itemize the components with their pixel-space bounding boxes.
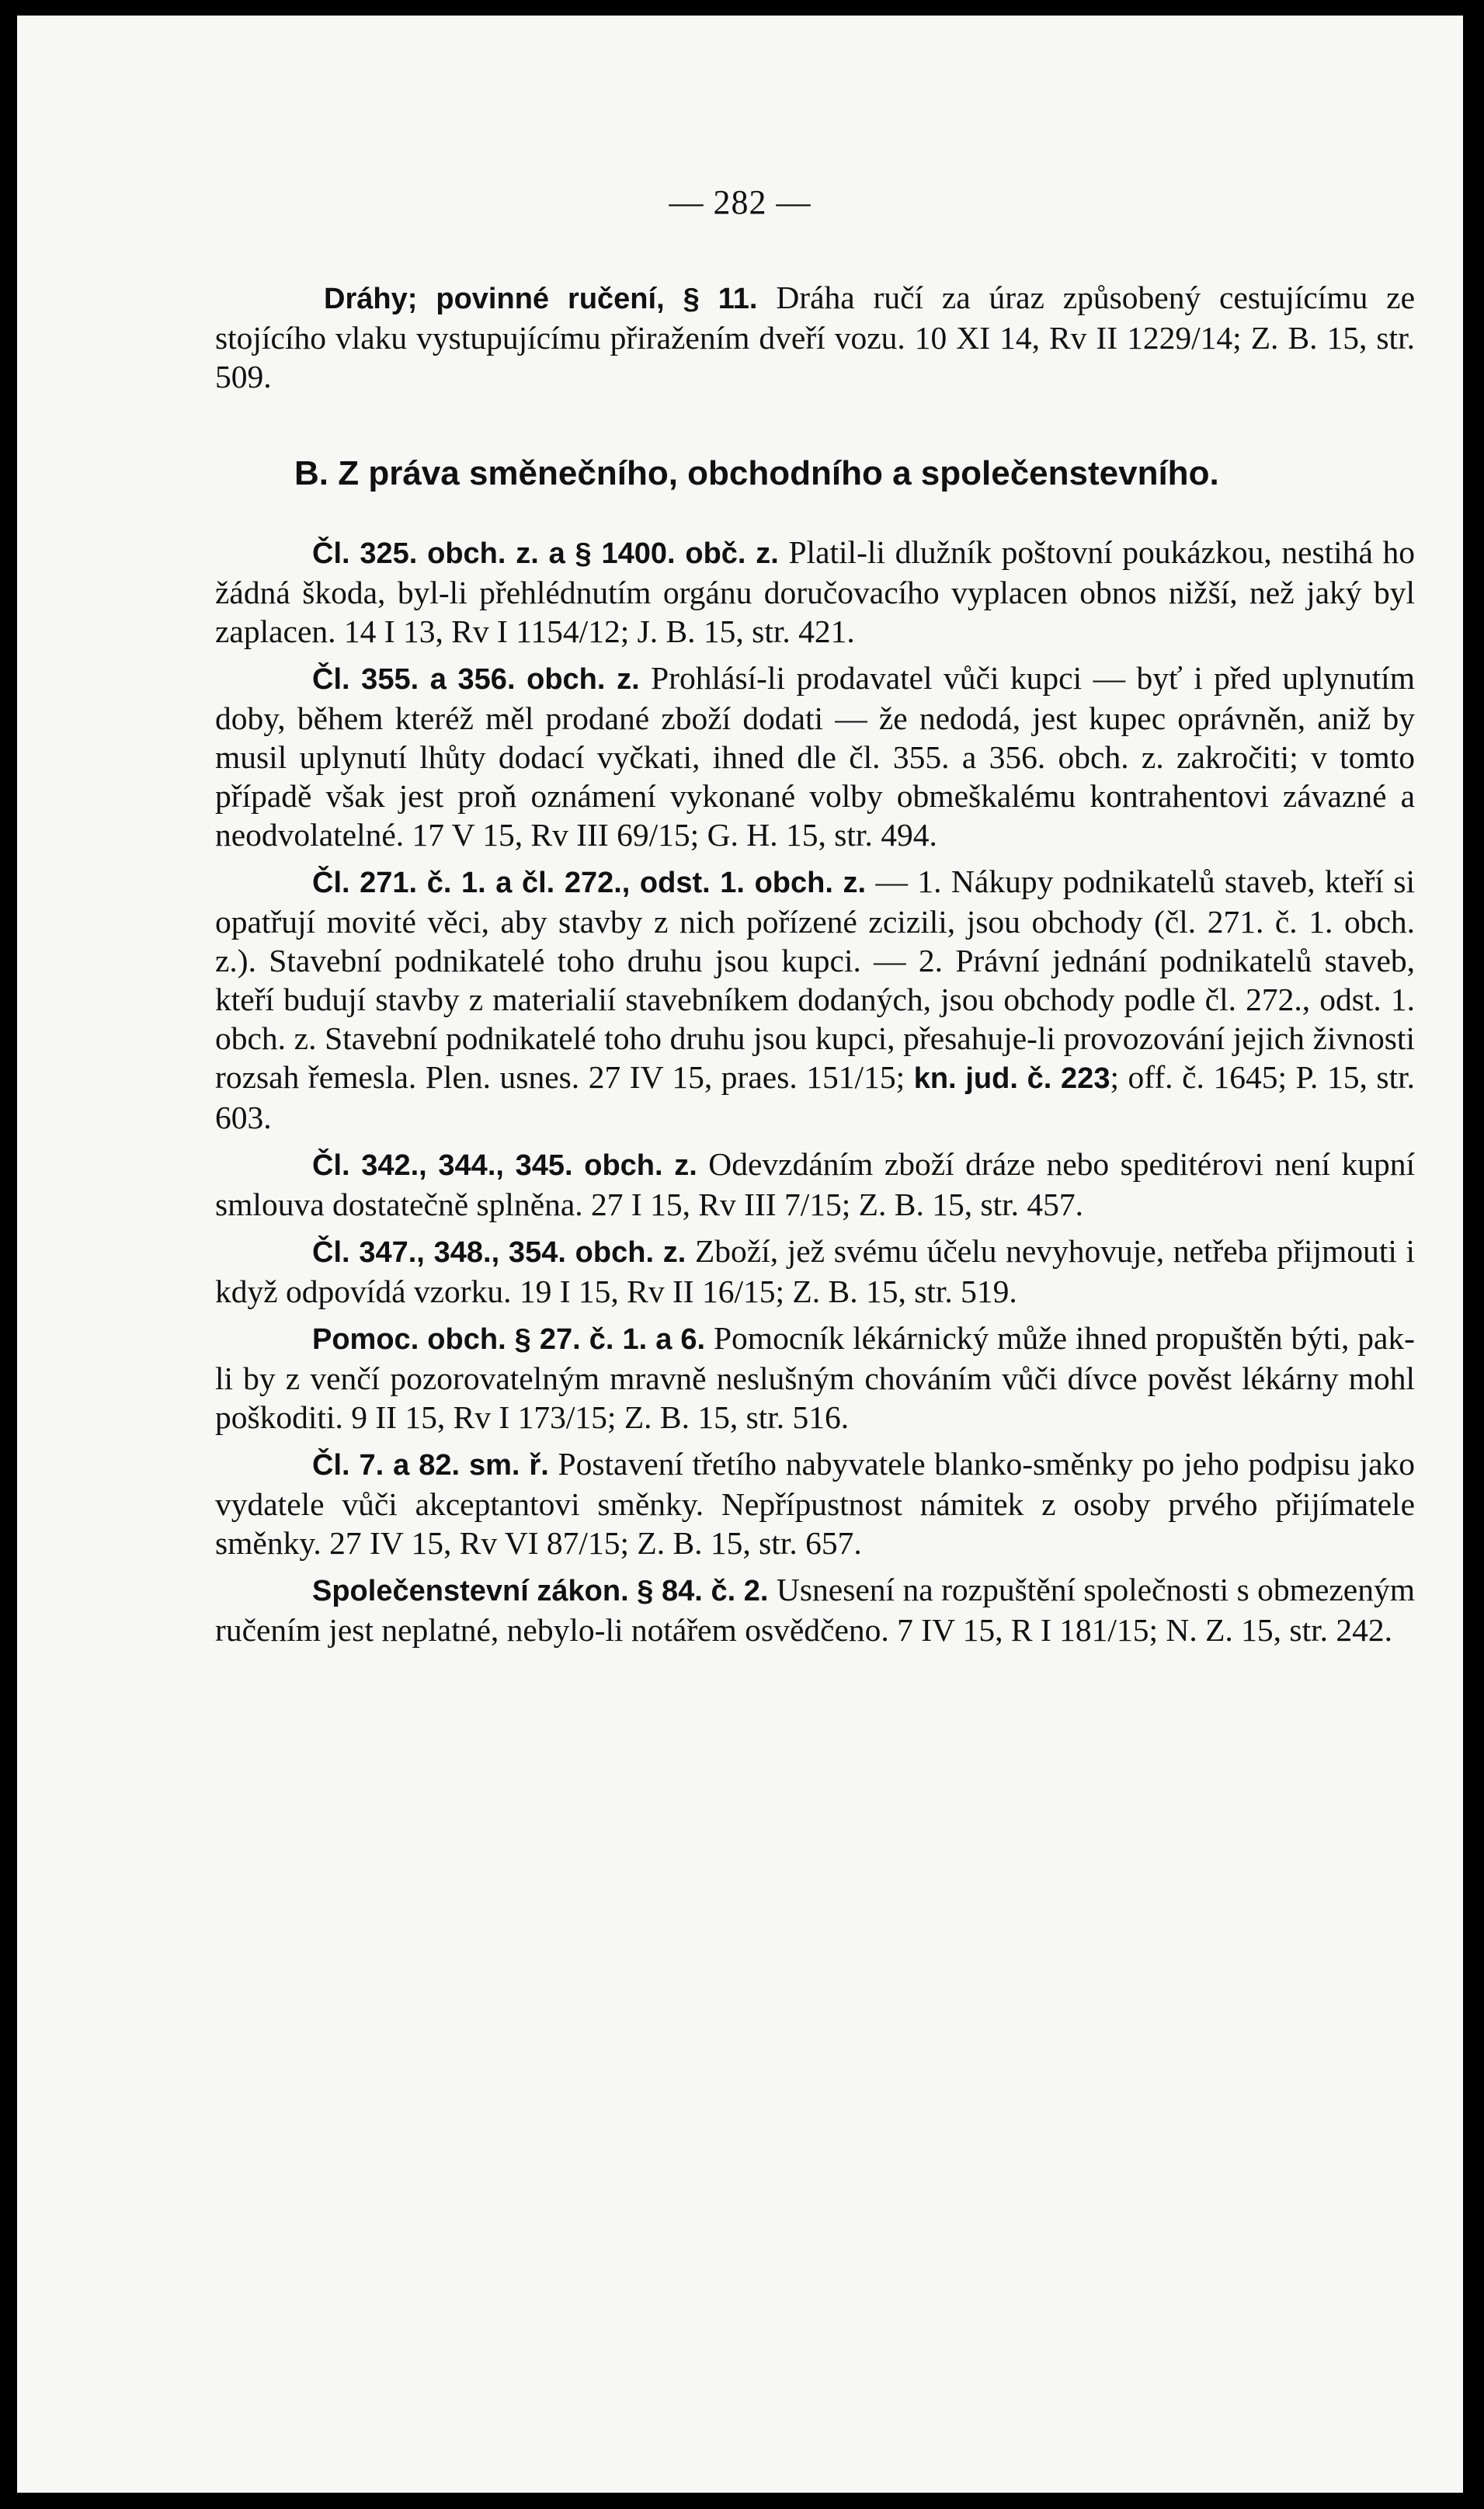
- entry-reference: Čl. 271. č. 1. a čl. 272., odst. 1. obch. z.: [312, 867, 867, 899]
- entry-company-dissolution: [215, 1570, 1415, 1649]
- entry-text: Pomocník lékárnický může ihned propuštěn býti, pak-li by z venčí pozorovatelným mravně neslušným chováním vůči dívce pověst lékárny mohl poškoditi. 9 II 15, Rv I 173/15; Z. B. 15, str. 516.: [215, 1320, 1415, 1435]
- entry-reference: Čl. 325. obch. z. a § 1400. obč. z.: [312, 537, 779, 570]
- entry-reference: Čl. 342., 344., 345. obch. z.: [312, 1149, 697, 1182]
- entry-text: Zboží, jež svému účelu nevyhovuje, netřeba přijmouti i když odpovídá vzorku. 19 I 15, Rv II 16/15; Z. B. 15, str. 519.: [215, 1233, 1416, 1309]
- entry-blank-bill: [215, 1444, 1415, 1562]
- entry-seller-refusal: [215, 659, 1415, 854]
- entry-postal-order: [215, 533, 1415, 651]
- entry-tail-text: ; off. č. 1645; P. 15, str. 603.: [215, 1059, 1415, 1135]
- entry-pharmacy-assistant: [215, 1319, 1415, 1437]
- page-content: [215, 278, 1415, 1657]
- entry-railway-liability: [215, 278, 1415, 396]
- entry-text: Platil-li dlužník poštovní poukázkou, nestihá ho žádná škoda, byl-li přehlédnutím orgánu doručovacího vyplacen obnos nižší, než jaký byl zaplacen. 14 I 13, Rv I 1154/12; J. B. 15, str. 421.: [215, 534, 1415, 649]
- entry-text: Dráha ručí za úraz způsobený cestujícímu ze stojícího vlaku vystupujícímu přiražením dveří vozu. 10 XI 14, Rv II 1229/14; Z. B. 15, str. 509.: [215, 280, 1416, 394]
- book-page: [17, 16, 1463, 2493]
- entry-goods-sample: [215, 1232, 1415, 1311]
- entry-reference: Pomoc. obch. § 27. č. 1. a 6.: [312, 1323, 706, 1356]
- entry-reference: Dráhy; povinné ručení, § 11.: [324, 283, 758, 315]
- entry-goods-to-carrier: [215, 1145, 1415, 1224]
- entry-building-contractors: [215, 862, 1415, 1137]
- entry-text: Postavení třetího nabyvatele blanko-směnky po jeho podpisu jako vydatele vůči akceptantovi směnky. Nepřípustnost námitek z osoby prvého přijímatele směnky. 27 IV 15, Rv VI 87/15; Z. B. 15, str. 657.: [215, 1446, 1416, 1561]
- entry-reference: Společenstevní zákon. § 84. č. 2.: [312, 1575, 769, 1607]
- section-heading: B. Z práva směnečního, obchodního a společenstevního.: [294, 454, 1219, 492]
- entry-reference: Čl. 7. a 82. sm. ř.: [312, 1449, 549, 1482]
- entry-text: Prohlásí-li prodavatel vůči kupci — byť i před uplynutím doby, během kteréž měl prodané zboží dodati — že nedodá, jest kupec oprávněn, aniž by musil uplynutí lhůty dodací vyčkati, ihned dle čl. 355. a 356. obch. z. zakročiti; v tomto případě však jest proň oznámení vykonané volby obmeškalému kontrahentovi závazné a neodvolatelné. 17 V 15, Rv III 69/15; G. H. 15, str. 494.: [215, 660, 1415, 853]
- page-number: — 282 —: [669, 183, 812, 221]
- entry-text: Odevzdáním zboží dráze nebo speditérovi není kupní smlouva dostatečně splněna. 27 I 15, Rv III 7/15; Z. B. 15, str. 457.: [215, 1146, 1416, 1222]
- entry-text: — 1. Nákupy podnikatelů staveb, kteří si opatřují movité věci, aby stavby z nich pořízené zcizili, jsou obchody (čl. 271. č. 1. obch. z.). Stavební podnikatelé toho druhu jsou kupci. — 2. Právní jednání podnikatelů staveb, kteří budují stavby z materialií stavebníkem dodaných, jsou obchody podle čl. 272., odst. 1. obch. z. Stavební podnikatelé toho druhu jsou kupci, přesahuje-li provozování jejich živnosti rozsah řemesla. Plen. usnes. 27 IV 15, praes. 151/15;: [215, 864, 1416, 1095]
- entry-tail-reference: kn. jud. č. 223: [913, 1062, 1110, 1095]
- entry-reference: Čl. 355. a 356. obch. z.: [312, 663, 640, 696]
- entry-reference: Čl. 347., 348., 354. obch. z.: [312, 1236, 686, 1269]
- entry-text: Usnesení na rozpuštění společnosti s obmezeným ručením jest neplatné, nebylo-li notářem osvědčeno. 7 IV 15, R I 181/15; N. Z. 15, str. 242.: [215, 1572, 1415, 1648]
